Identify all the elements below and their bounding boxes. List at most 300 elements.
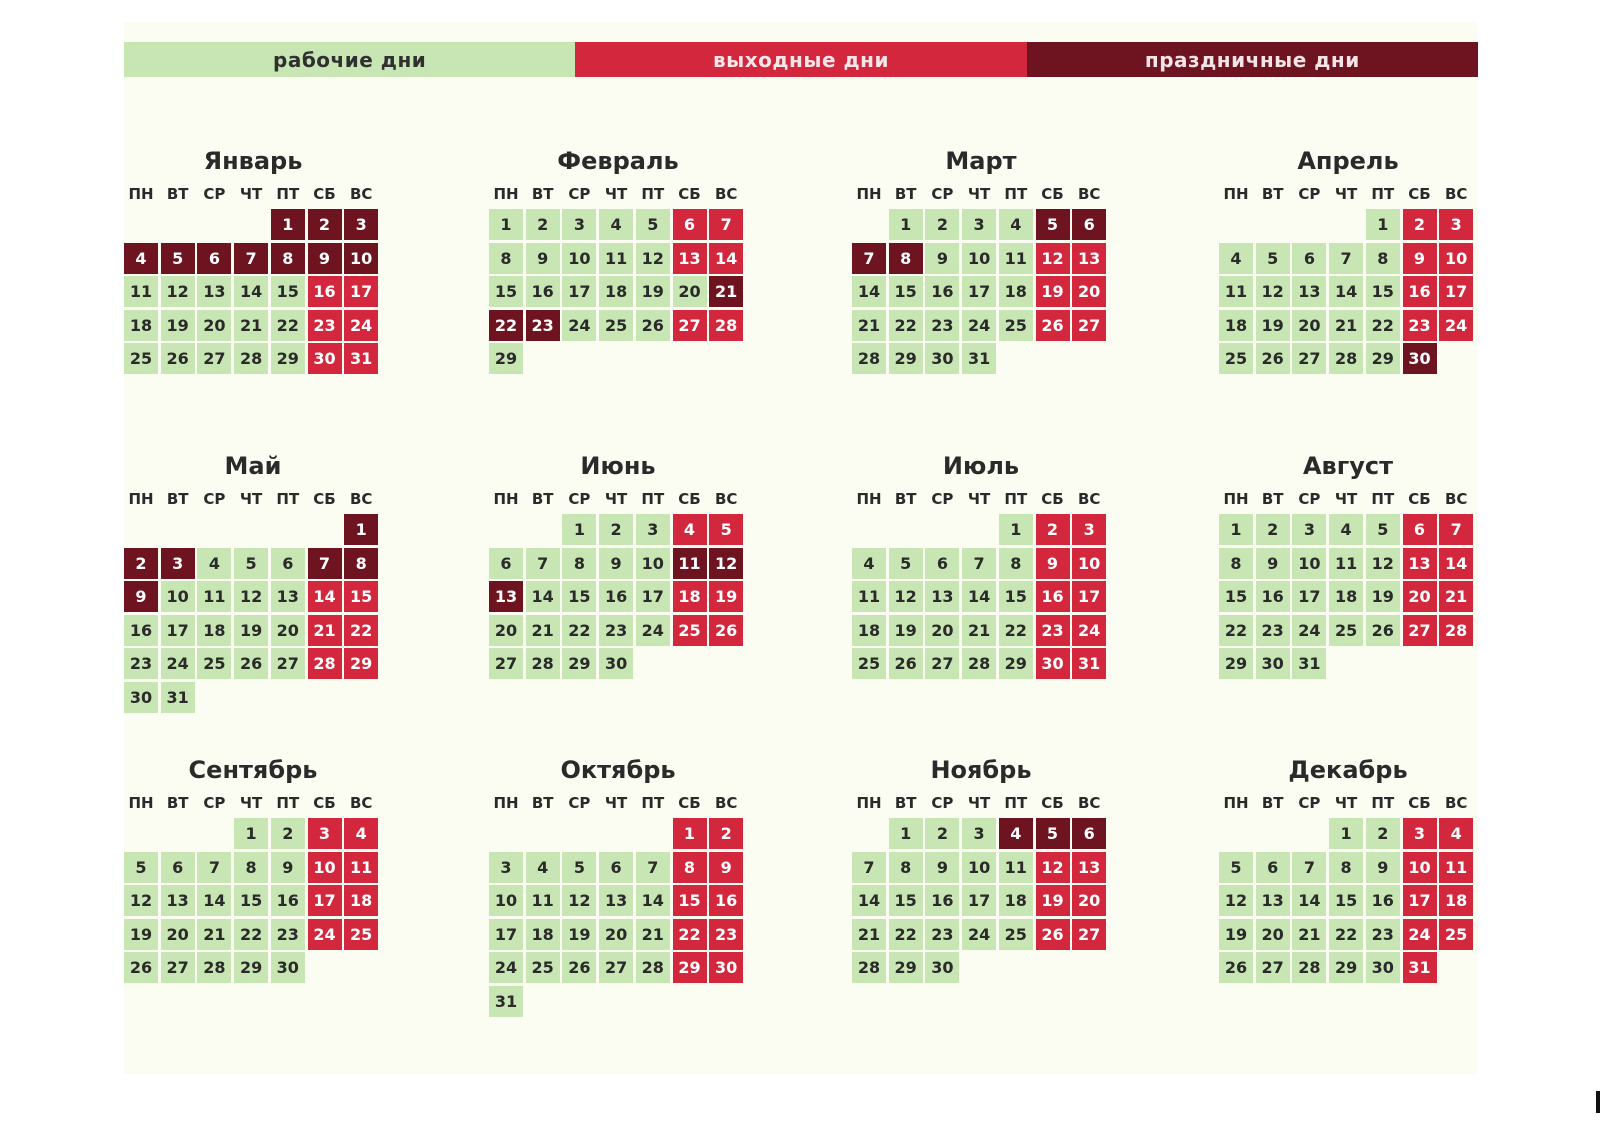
weekend-day: 31 <box>1403 952 1437 983</box>
weekday-label: СБ <box>1408 794 1431 812</box>
working-day: 31 <box>489 986 523 1017</box>
working-day: 31 <box>962 343 996 374</box>
working-day: 7 <box>852 852 886 883</box>
working-day: 24 <box>489 952 523 983</box>
weekday-label: СБ <box>1041 794 1064 812</box>
weekend-day: 22 <box>344 615 378 646</box>
weekday-label: ЧТ <box>967 490 991 508</box>
weekend-day: 27 <box>1403 615 1437 646</box>
working-day: 7 <box>636 852 670 883</box>
working-day: 5 <box>562 852 596 883</box>
weekday-label: ПН <box>1223 185 1249 203</box>
weekday-label: ВС <box>1077 794 1101 812</box>
days-grid <box>124 514 382 720</box>
weekday-label: ВТ <box>1261 185 1284 203</box>
working-day: 4 <box>599 209 633 240</box>
working-day: 18 <box>1329 581 1363 612</box>
working-day: 18 <box>197 615 231 646</box>
working-day: 14 <box>234 276 268 307</box>
working-day: 30 <box>599 648 633 679</box>
working-day: 30 <box>925 952 959 983</box>
working-day: 21 <box>234 310 268 341</box>
legend-holiday-days: праздничные дни <box>1027 42 1478 77</box>
weekend-day: 6 <box>673 209 707 240</box>
weekend-day: 14 <box>709 243 743 274</box>
weekend-day: 6 <box>1403 514 1437 545</box>
weekend-day: 10 <box>1439 243 1473 274</box>
weekend-day: 12 <box>1036 243 1070 274</box>
month-title: Декабрь <box>1288 756 1408 784</box>
working-day: 22 <box>1329 919 1363 950</box>
working-day: 15 <box>562 581 596 612</box>
working-day: 9 <box>271 852 305 883</box>
weekend-day: 20 <box>1072 885 1106 916</box>
weekend-day: 28 <box>1439 615 1473 646</box>
weekday-label: ПТ <box>641 185 665 203</box>
working-day: 26 <box>1366 615 1400 646</box>
holiday-day: 22 <box>489 310 523 341</box>
weekday-label: СР <box>203 490 226 508</box>
working-day: 12 <box>234 581 268 612</box>
weekday-label: ПТ <box>1004 185 1028 203</box>
weekday-label: ВТ <box>531 794 554 812</box>
working-day: 29 <box>889 343 923 374</box>
weekend-day: 26 <box>1036 310 1070 341</box>
days-grid <box>1219 514 1477 720</box>
working-day: 6 <box>599 852 633 883</box>
weekday-label: ПТ <box>276 794 300 812</box>
working-day: 29 <box>562 648 596 679</box>
weekend-day: 2 <box>1036 514 1070 545</box>
working-day: 23 <box>124 648 158 679</box>
working-day: 21 <box>852 919 886 950</box>
working-day: 29 <box>1329 952 1363 983</box>
weekday-label: ПТ <box>276 490 300 508</box>
working-day: 26 <box>889 648 923 679</box>
month-title: Май <box>224 452 282 480</box>
working-day: 6 <box>161 852 195 883</box>
working-day: 9 <box>925 243 959 274</box>
working-day: 18 <box>852 615 886 646</box>
working-day: 26 <box>1256 343 1290 374</box>
working-day: 29 <box>1219 648 1253 679</box>
working-day: 3 <box>636 514 670 545</box>
working-day: 5 <box>124 852 158 883</box>
holiday-day: 10 <box>344 243 378 274</box>
working-day: 27 <box>197 343 231 374</box>
days-grid <box>124 209 382 415</box>
working-day: 23 <box>271 919 305 950</box>
working-day: 13 <box>1256 885 1290 916</box>
working-day: 23 <box>1366 919 1400 950</box>
working-day: 1 <box>889 209 923 240</box>
holiday-day: 7 <box>234 243 268 274</box>
working-day: 5 <box>1366 514 1400 545</box>
weekday-label: ПТ <box>276 185 300 203</box>
weekend-day: 23 <box>709 919 743 950</box>
working-day: 8 <box>889 852 923 883</box>
holiday-day: 8 <box>889 243 923 274</box>
working-day: 24 <box>161 648 195 679</box>
weekday-label: ЧТ <box>604 794 628 812</box>
weekend-day: 23 <box>1403 310 1437 341</box>
weekday-label: ПТ <box>1371 490 1395 508</box>
working-day: 21 <box>962 615 996 646</box>
working-day: 3 <box>489 852 523 883</box>
working-day: 29 <box>999 648 1033 679</box>
working-day: 12 <box>1219 885 1253 916</box>
weekend-day: 30 <box>308 343 342 374</box>
working-day: 17 <box>161 615 195 646</box>
weekend-day: 13 <box>1403 548 1437 579</box>
month-title: Ноябрь <box>930 756 1032 784</box>
weekday-label: ПТ <box>641 490 665 508</box>
weekday-label: ВТ <box>531 490 554 508</box>
working-day: 11 <box>526 885 560 916</box>
weekday-header <box>1219 490 1477 512</box>
weekday-label: ВС <box>349 794 373 812</box>
working-day: 3 <box>562 209 596 240</box>
working-day: 16 <box>1256 581 1290 612</box>
working-day: 29 <box>889 952 923 983</box>
weekday-label: ЧТ <box>239 490 263 508</box>
working-day: 22 <box>889 919 923 950</box>
weekday-header <box>489 185 747 207</box>
weekend-day: 9 <box>1403 243 1437 274</box>
working-day: 13 <box>161 885 195 916</box>
weekday-label: ВТ <box>166 794 189 812</box>
working-day: 15 <box>1219 581 1253 612</box>
holiday-day: 9 <box>124 581 158 612</box>
working-day: 25 <box>526 952 560 983</box>
working-day: 7 <box>1329 243 1363 274</box>
working-day: 6 <box>925 548 959 579</box>
working-day: 16 <box>599 581 633 612</box>
working-day: 1 <box>562 514 596 545</box>
weekend-day: 30 <box>1036 648 1070 679</box>
working-day: 12 <box>636 243 670 274</box>
working-day: 15 <box>271 276 305 307</box>
weekday-label: ПН <box>493 490 519 508</box>
working-day: 2 <box>526 209 560 240</box>
holiday-day: 1 <box>271 209 305 240</box>
weekday-label: ВС <box>714 185 738 203</box>
weekend-day: 27 <box>1072 919 1106 950</box>
working-day: 22 <box>562 615 596 646</box>
weekend-day: 31 <box>344 343 378 374</box>
working-day: 24 <box>962 310 996 341</box>
weekend-day: 10 <box>1403 852 1437 883</box>
working-day: 18 <box>599 276 633 307</box>
working-day: 12 <box>161 276 195 307</box>
working-day: 21 <box>636 919 670 950</box>
working-day: 25 <box>999 919 1033 950</box>
weekday-label: ВС <box>714 490 738 508</box>
weekend-day: 25 <box>344 919 378 950</box>
working-day: 3 <box>1292 514 1326 545</box>
working-day: 10 <box>489 885 523 916</box>
working-day: 15 <box>1329 885 1363 916</box>
working-day: 22 <box>271 310 305 341</box>
working-day: 20 <box>673 276 707 307</box>
weekday-label: СР <box>931 794 954 812</box>
weekend-day: 8 <box>673 852 707 883</box>
weekday-label: ПТ <box>1371 794 1395 812</box>
holiday-day: 11 <box>673 548 707 579</box>
working-day: 14 <box>197 885 231 916</box>
working-day: 28 <box>234 343 268 374</box>
working-day: 9 <box>1366 852 1400 883</box>
weekday-label: ВС <box>349 185 373 203</box>
weekday-label: СР <box>203 185 226 203</box>
weekend-day: 9 <box>709 852 743 883</box>
working-day: 7 <box>962 548 996 579</box>
working-day: 8 <box>1219 548 1253 579</box>
weekday-label: СР <box>568 490 591 508</box>
working-day: 23 <box>599 615 633 646</box>
holiday-day: 13 <box>489 581 523 612</box>
working-day: 17 <box>962 276 996 307</box>
working-day: 17 <box>636 581 670 612</box>
working-day: 16 <box>925 885 959 916</box>
weekday-label: ВТ <box>894 794 917 812</box>
weekday-label: ПН <box>1223 794 1249 812</box>
working-day: 4 <box>526 852 560 883</box>
working-day: 12 <box>1366 548 1400 579</box>
weekend-day: 23 <box>308 310 342 341</box>
working-day: 1 <box>1366 209 1400 240</box>
weekend-day: 5 <box>709 514 743 545</box>
weekday-header <box>124 185 382 207</box>
holiday-day: 5 <box>161 243 195 274</box>
working-day: 25 <box>1329 615 1363 646</box>
weekend-day: 26 <box>1036 919 1070 950</box>
weekday-label: СБ <box>1408 185 1431 203</box>
working-day: 7 <box>526 548 560 579</box>
weekend-day: 14 <box>1439 548 1473 579</box>
weekend-day: 14 <box>308 581 342 612</box>
working-day: 11 <box>1329 548 1363 579</box>
weekend-day: 22 <box>673 919 707 950</box>
days-grid <box>1219 209 1477 415</box>
working-day: 4 <box>999 209 1033 240</box>
weekday-label: ПН <box>128 490 154 508</box>
working-day: 20 <box>925 615 959 646</box>
working-day: 23 <box>1256 615 1290 646</box>
weekday-label: СР <box>568 185 591 203</box>
working-day: 22 <box>234 919 268 950</box>
working-day: 12 <box>562 885 596 916</box>
holiday-day: 4 <box>999 818 1033 849</box>
working-day: 15 <box>234 885 268 916</box>
weekday-label: СР <box>203 794 226 812</box>
working-day: 25 <box>1219 343 1253 374</box>
weekend-day: 19 <box>709 581 743 612</box>
holiday-day: 5 <box>1036 209 1070 240</box>
weekday-label: ПТ <box>1371 185 1395 203</box>
working-day: 25 <box>124 343 158 374</box>
working-day: 14 <box>852 885 886 916</box>
working-day: 10 <box>636 548 670 579</box>
working-day: 14 <box>1292 885 1326 916</box>
working-day: 6 <box>489 548 523 579</box>
days-grid <box>1219 818 1477 1024</box>
working-day: 19 <box>1219 919 1253 950</box>
working-day: 15 <box>1366 276 1400 307</box>
working-day: 25 <box>197 648 231 679</box>
working-day: 27 <box>925 648 959 679</box>
working-day: 8 <box>999 548 1033 579</box>
weekday-label: ВТ <box>531 185 554 203</box>
scan-edge-mark <box>1596 1091 1600 1113</box>
working-day: 28 <box>636 952 670 983</box>
weekday-label: ЧТ <box>604 185 628 203</box>
working-day: 2 <box>925 209 959 240</box>
weekday-label: ПН <box>856 185 882 203</box>
month-title: Апрель <box>1297 147 1399 175</box>
working-day: 24 <box>1292 615 1326 646</box>
working-day: 17 <box>962 885 996 916</box>
working-day: 18 <box>999 885 1033 916</box>
weekend-day: 25 <box>1439 919 1473 950</box>
working-day: 15 <box>889 276 923 307</box>
holiday-day: 21 <box>709 276 743 307</box>
working-day: 30 <box>271 952 305 983</box>
weekday-label: ВТ <box>894 490 917 508</box>
weekend-day: 18 <box>344 885 378 916</box>
working-day: 26 <box>124 952 158 983</box>
working-day: 26 <box>1219 952 1253 983</box>
weekday-label: ПН <box>493 794 519 812</box>
working-day: 7 <box>197 852 231 883</box>
working-day: 19 <box>161 310 195 341</box>
working-day: 13 <box>599 885 633 916</box>
days-grid <box>489 209 747 415</box>
weekend-day: 28 <box>709 310 743 341</box>
weekday-header <box>124 490 382 512</box>
working-day: 9 <box>526 243 560 274</box>
working-day: 11 <box>1219 276 1253 307</box>
working-day: 14 <box>962 581 996 612</box>
weekday-label: ПН <box>128 185 154 203</box>
working-day: 15 <box>999 581 1033 612</box>
weekend-day: 16 <box>709 885 743 916</box>
working-day: 11 <box>852 581 886 612</box>
working-day: 28 <box>852 952 886 983</box>
weekend-day: 16 <box>1036 581 1070 612</box>
weekend-day: 17 <box>308 885 342 916</box>
weekday-label: ВТ <box>894 185 917 203</box>
working-day: 30 <box>1366 952 1400 983</box>
working-day: 29 <box>271 343 305 374</box>
working-day: 22 <box>1366 310 1400 341</box>
working-day: 16 <box>271 885 305 916</box>
working-day: 21 <box>197 919 231 950</box>
weekend-day: 17 <box>1072 581 1106 612</box>
working-day: 20 <box>161 919 195 950</box>
weekend-day: 21 <box>308 615 342 646</box>
working-day: 26 <box>562 952 596 983</box>
weekend-day: 26 <box>709 615 743 646</box>
working-day: 11 <box>124 276 158 307</box>
working-day: 6 <box>271 548 305 579</box>
working-day: 27 <box>1292 343 1326 374</box>
working-day: 19 <box>562 919 596 950</box>
weekday-label: ПТ <box>641 794 665 812</box>
working-day: 26 <box>636 310 670 341</box>
weekend-day: 19 <box>1036 276 1070 307</box>
holiday-day: 1 <box>344 514 378 545</box>
holiday-day: 7 <box>852 243 886 274</box>
working-day: 21 <box>526 615 560 646</box>
working-day: 3 <box>962 818 996 849</box>
working-day: 29 <box>489 343 523 374</box>
weekend-day: 24 <box>344 310 378 341</box>
weekday-label: ЧТ <box>239 185 263 203</box>
working-day: 8 <box>234 852 268 883</box>
weekday-label: СР <box>1298 490 1321 508</box>
working-day: 20 <box>271 615 305 646</box>
holiday-day: 3 <box>344 209 378 240</box>
weekend-day: 28 <box>308 648 342 679</box>
working-day: 18 <box>526 919 560 950</box>
working-day: 21 <box>1292 919 1326 950</box>
working-day: 8 <box>1329 852 1363 883</box>
working-day: 30 <box>925 343 959 374</box>
weekday-label: СБ <box>1041 185 1064 203</box>
weekend-day: 4 <box>344 818 378 849</box>
month-title: Февраль <box>557 147 679 175</box>
working-day: 17 <box>489 919 523 950</box>
working-day: 9 <box>925 852 959 883</box>
working-day: 3 <box>962 209 996 240</box>
weekday-label: ВТ <box>166 185 189 203</box>
days-grid <box>852 514 1110 720</box>
weekend-day: 29 <box>344 648 378 679</box>
weekday-label: ВС <box>1077 185 1101 203</box>
weekend-day: 18 <box>1439 885 1473 916</box>
weekend-day: 10 <box>1072 548 1106 579</box>
weekday-label: СБ <box>313 490 336 508</box>
working-day: 10 <box>161 581 195 612</box>
weekend-day: 11 <box>344 852 378 883</box>
weekend-day: 1 <box>673 818 707 849</box>
weekend-day: 21 <box>1439 581 1473 612</box>
holiday-day: 3 <box>161 548 195 579</box>
weekday-label: ВТ <box>1261 490 1284 508</box>
working-day: 8 <box>562 548 596 579</box>
month-title: Июнь <box>580 452 656 480</box>
legend-weekend-days: выходные дни <box>575 42 1026 77</box>
working-day: 19 <box>636 276 670 307</box>
working-day: 19 <box>124 919 158 950</box>
working-day: 27 <box>161 952 195 983</box>
holiday-day: 2 <box>308 209 342 240</box>
working-day: 24 <box>562 310 596 341</box>
weekend-day: 2 <box>1403 209 1437 240</box>
working-day: 16 <box>925 276 959 307</box>
weekend-day: 27 <box>1072 310 1106 341</box>
working-day: 12 <box>1256 276 1290 307</box>
working-day: 9 <box>599 548 633 579</box>
working-day: 6 <box>1256 852 1290 883</box>
working-day: 14 <box>636 885 670 916</box>
month-title: Январь <box>203 147 303 175</box>
working-day: 11 <box>599 243 633 274</box>
working-day: 4 <box>197 548 231 579</box>
working-day: 2 <box>925 818 959 849</box>
days-grid <box>852 818 1110 1024</box>
